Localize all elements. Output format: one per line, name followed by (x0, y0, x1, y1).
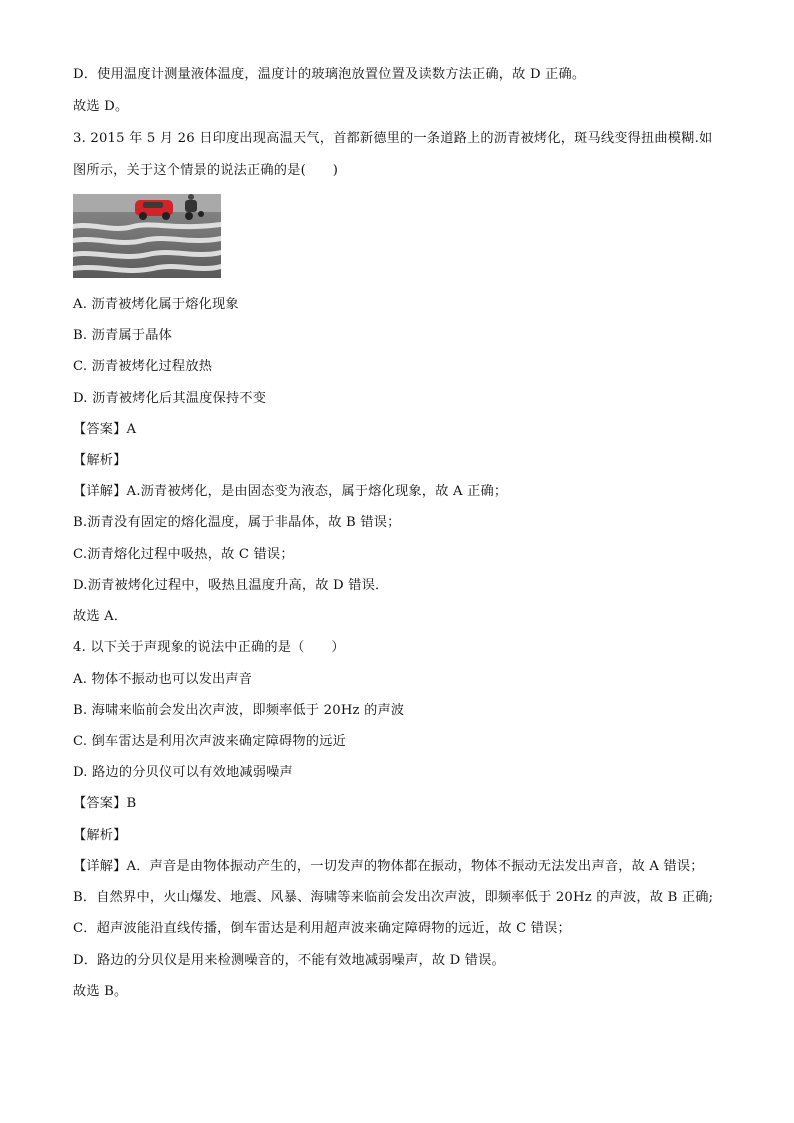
question-4-option-a: A. 物体不振动也可以发出声音 (73, 672, 253, 687)
question-4-option-c: C. 倒车雷达是利用次声波来确定障碍物的远近 (73, 734, 346, 749)
conclusion-line: 故选 D。 (73, 99, 129, 114)
question-3-stem: 3. 2015 年 5 月 26 日印度出现高温天气，首都新德里的一条道路上的沥青被烤化，斑马线变得扭曲模糊.如 (73, 131, 713, 146)
question-3-analysis-heading: 【解析】 (73, 453, 127, 468)
question-4-analysis-heading: 【解析】 (73, 828, 127, 843)
question-3-detail-3: C.沥青熔化过程中吸热，故 C 错误； (73, 547, 294, 562)
question-4-detail-3: C．超声波能沿直线传播，倒车雷达是利用超声波来确定障碍物的远近，故 C 错误； (73, 921, 571, 936)
question-3-answer: 【答案】A (73, 422, 137, 437)
question-4-detail-4: D．路边的分贝仪是用来检测噪音的，不能有效地减弱噪声，故 D 错误。 (73, 953, 505, 968)
question-3-option-b: B. 沥青属于晶体 (73, 328, 172, 343)
question-3-detail-4: D.沥青被烤化过程中，吸热且温度升高，故 D 错误． (73, 578, 389, 593)
question-4-detail-1: 【详解】A．声音是由物体振动产生的，一切发声的物体都在振动，物体不振动无法发出声音，故 A 错误； (73, 859, 704, 874)
question-3-option-a: A. 沥青被烤化属于熔化现象 (73, 297, 239, 312)
question-3-detail-1: 【详解】A.沥青被烤化，是由固态变为液态，属于熔化现象，故 A 正确； (73, 484, 508, 499)
question-4-conclusion: 故选 B。 (73, 984, 128, 999)
question-3-option-d: D. 沥青被烤化后其温度保持不变 (73, 391, 267, 406)
street-photo-icon (73, 194, 221, 278)
question-4-detail-2: B．自然界中，火山爆发、地震、风暴、海啸等来临前会发出次声波，即频率低于 20Hz 的声波，故 B 正确; (73, 890, 714, 905)
question-4-option-b: B. 海啸来临前会发出次声波，即频率低于 20Hz 的声波 (73, 703, 405, 718)
question-4-option-d: D. 路边的分贝仪可以有效地减弱噪声 (73, 765, 293, 780)
question-4-answer: 【答案】B (73, 796, 137, 811)
question-3-stem-cont: 图所示，关于这个情景的说法正确的是( ) (73, 163, 339, 178)
question-3-option-c: C. 沥青被烤化过程放热 (73, 359, 213, 374)
option-d-explanation: D．使用温度计测量液体温度，温度计的玻璃泡放置位置及读数方法正确，故 D 正确。 (73, 67, 586, 82)
question-3-detail-2: B.沥青没有固定的熔化温度，属于非晶体，故 B 错误； (73, 515, 401, 530)
question-3-conclusion: 故选 A． (73, 609, 128, 624)
question-4-stem: 4. 以下关于声现象的说法中正确的是（ ） (73, 640, 345, 655)
